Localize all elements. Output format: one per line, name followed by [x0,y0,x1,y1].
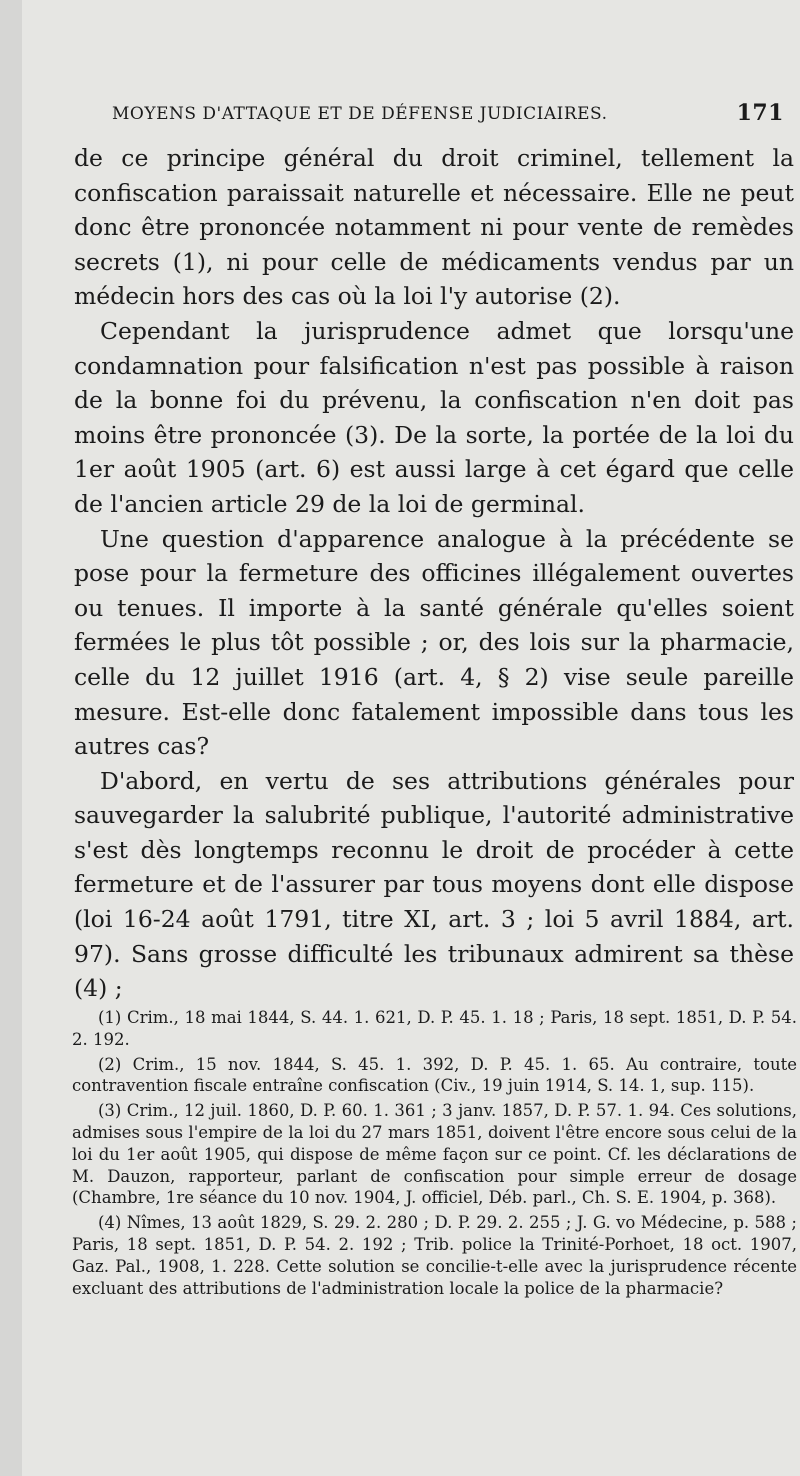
running-title: MOYENS D'ATTAQUE ET DE DÉFENSE JUDICIAIRES. [112,104,608,124]
footnote: (1) Crim., 18 mai 1844, S. 44. 1. 621, D. P. 45. 1. 18 ; Paris, 18 sept. 1851, D. P. 54. 2. 192. [72,1008,797,1049]
paragraph: D'abord, en vertu de ses attributions générales pour sauvegarder la salubrité publique, l'autorité administrative s'est dès longtemps reconnu le droit de procéder à cette fermeture et de l'assurer par tous moyens dont elle dispose (loi 16-24 août 1791, titre XI, art. 3 ; loi 5 avril 1884, art. 97). Sans grosse difficulté les tribunaux admirent sa thèse (4) ; [74,766,794,1003]
main-text [74,141,794,1006]
page-number: 171 [736,100,784,126]
footnote: (4) Nîmes, 13 août 1829, S. 29. 2. 280 ; D. P. 29. 2. 255 ; J. G. vo Médecine, p. 588 ; Paris, 18 sept. 1851, D. P. 54. 2. 192 ; Trib. police la Trinité-Porhoet, 18 oct. 1907, Gaz. Pal., 1908, 1. 228. Cette solution se concilie-t-elle avec la jurisprudence récente excluant des attributions de l'administration locale la police de la pharmacie? [72,1213,797,1298]
footnotes [72,1007,797,1299]
paragraph: de ce principe général du droit criminel, tellement la confiscation paraissait naturelle et nécessaire. Elle ne peut donc être prononcée notamment ni pour vente de remèdes secrets (1), ni pour celle de médicaments vendus par un médecin hors des cas où la loi l'y autorise (2). [74,144,794,311]
paragraph: Une question d'apparence analogue à la précédente se pose pour la fermeture des officines illégalement ouvertes ou tenues. Il importe à la santé générale qu'elles soient fermées le plus tôt possible ; or, des lois sur la pharmacie, celle du 12 juillet 1916 (art. 4, § 2) vise seule pareille mesure. Est-elle donc fatalement impossible dans tous les autres cas? [74,524,794,761]
running-header [112,100,792,134]
book-page [22,0,800,1476]
footnote: (2) Crim., 15 nov. 1844, S. 45. 1. 392, D. P. 45. 1. 65. Au contraire, toute contravention fiscale entraîne confiscation (Civ., 19 juin 1914, S. 14. 1, sup. 115). [72,1054,797,1096]
paragraph: Cependant la jurisprudence admet que lorsqu'une condamnation pour falsification n'est pas possible à raison de la bonne foi du prévenu, la confiscation n'en doit pas moins être prononcée (3). De la sorte, la portée de la loi du 1er août 1905 (art. 6) est aussi large à cet égard que celle de l'ancien article 29 de la loi de germinal. [74,316,794,518]
footnote: (3) Crim., 12 juil. 1860, D. P. 60. 1. 361 ; 3 janv. 1857, D. P. 57. 1. 94. Ces solutions, admises sous l'empire de la loi du 27 mars 1851, doivent l'être encore sous celui de la loi du 1er août 1905, qui dispose de même façon sur ce point. Cf. les déclarations de M. Dauzon, rapporteur, parlant de confiscation pour simple erreur de dosage (Chambre, 1re séance du 10 nov. 1904, J. officiel, Déb. parl., Ch. S. E. 1904, p. 368). [72,1101,797,1208]
